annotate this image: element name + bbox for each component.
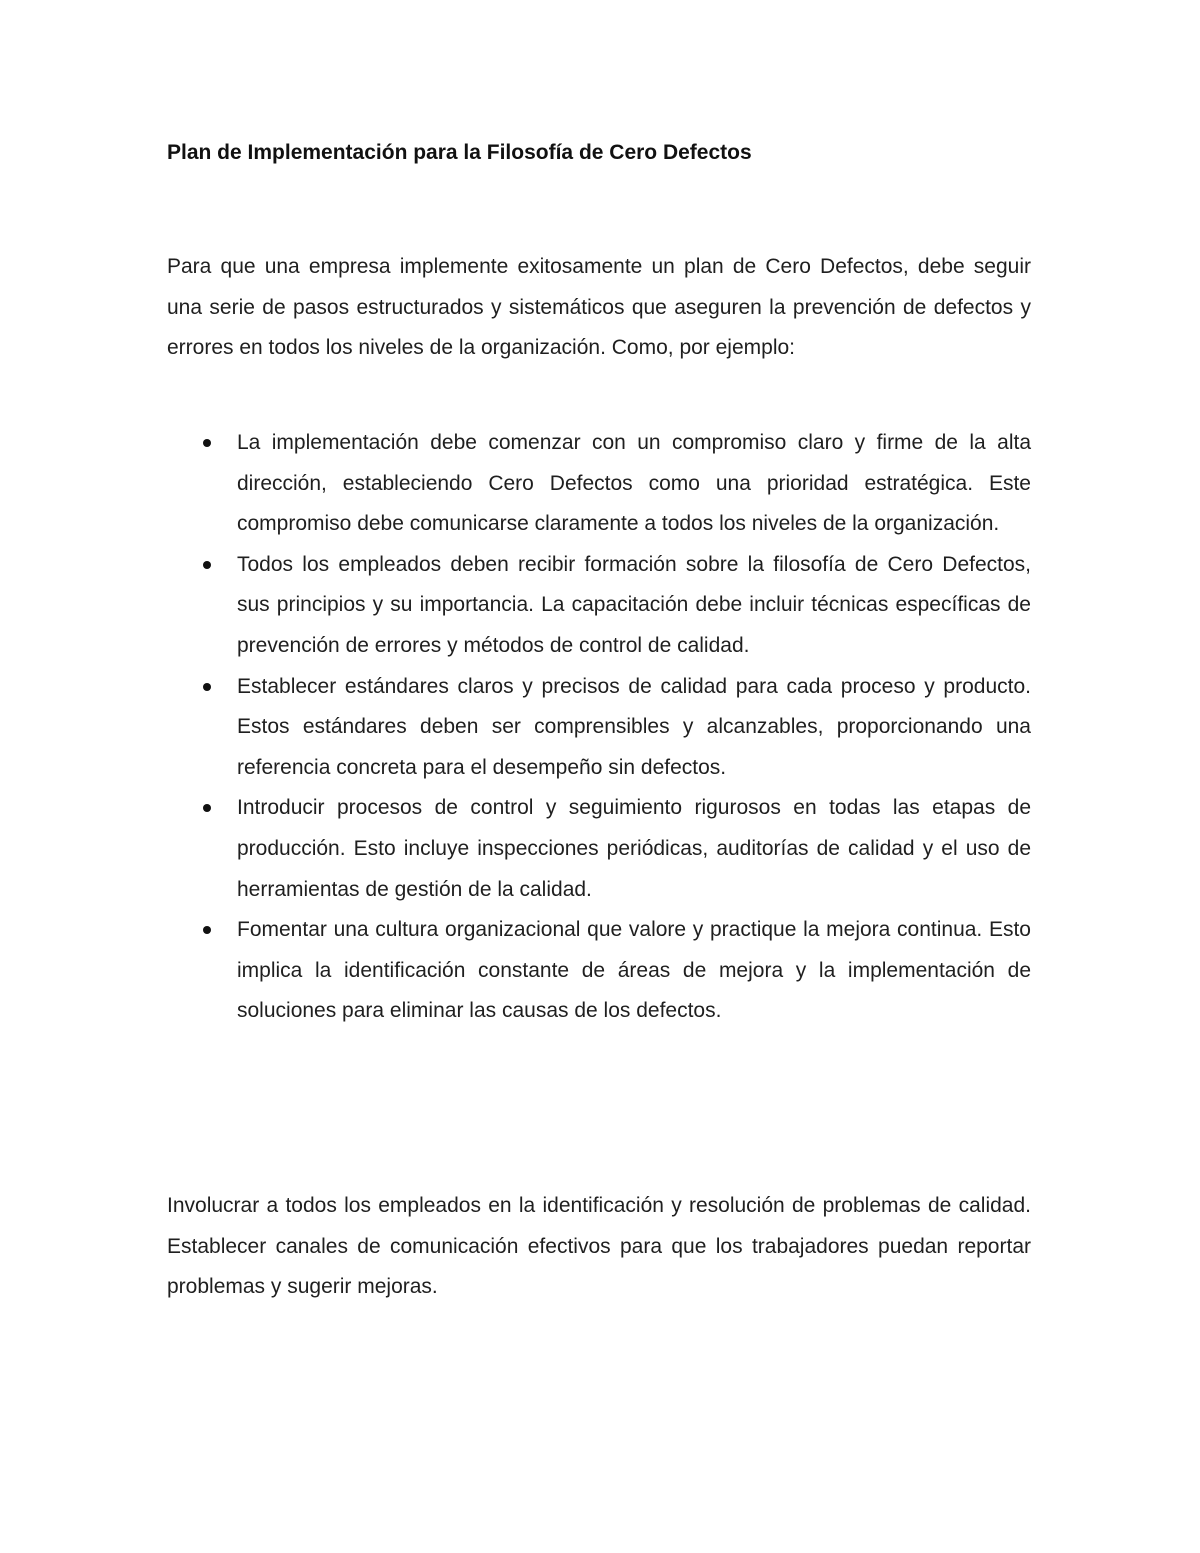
- bullet-icon: [203, 561, 211, 569]
- list-item: [237, 910, 1031, 1032]
- list-item: [237, 788, 1031, 910]
- list-item: [237, 423, 1031, 545]
- list-item-text: Fomentar una cultura organizacional que valore y practique la mejora continua. Esto implica la identificación constante de áreas de mejora y la implementación de soluciones para eliminar las causas de los defectos.: [237, 918, 1031, 1023]
- bullet-icon: [203, 926, 211, 934]
- intro-paragraph: Para que una empresa implemente exitosamente un plan de Cero Defectos, debe seguir una serie de pasos estructurados y sistemáticos que aseguren la prevención de defectos y errores en todos los niveles de la organización. Como, por ejemplo:: [167, 255, 1031, 360]
- bullet-icon: [203, 804, 211, 812]
- bullet-icon: [203, 683, 211, 691]
- list-item-text: Establecer estándares claros y precisos de calidad para cada proceso y producto. Estos estándares deben ser comprensibles y alcanzables, proporcionando una referencia concreta para el desempeño sin defectos.: [237, 674, 1031, 779]
- bullet-list: [237, 423, 1031, 1032]
- list-item-text: Introducir procesos de control y seguimiento rigurosos en todas las etapas de producción. Esto incluye inspecciones periódicas, auditorías de calidad y el uso de herramientas de gestión de la calidad.: [237, 796, 1031, 901]
- list-item-text: La implementación debe comenzar con un compromiso claro y firme de la alta dirección, estableciendo Cero Defectos como una prioridad estratégica. Este compromiso debe comunicarse claramente a todos los niveles de la organización.: [237, 431, 1031, 536]
- bullet-icon: [203, 439, 211, 447]
- closing-paragraph: Involucrar a todos los empleados en la identificación y resolución de problemas de calidad. Establecer canales de comunicación efectivos para que los trabajadores puedan reportar problemas y sugerir mejoras.: [167, 1194, 1031, 1299]
- document-title: Plan de Implementación para la Filosofía de Cero Defectos: [167, 141, 752, 164]
- list-item-text: Todos los empleados deben recibir formación sobre la filosofía de Cero Defectos, sus principios y su importancia. La capacitación debe incluir técnicas específicas de prevención de errores y métodos de control de calidad.: [237, 552, 1031, 657]
- list-item: [237, 667, 1031, 789]
- list-item: [237, 545, 1031, 667]
